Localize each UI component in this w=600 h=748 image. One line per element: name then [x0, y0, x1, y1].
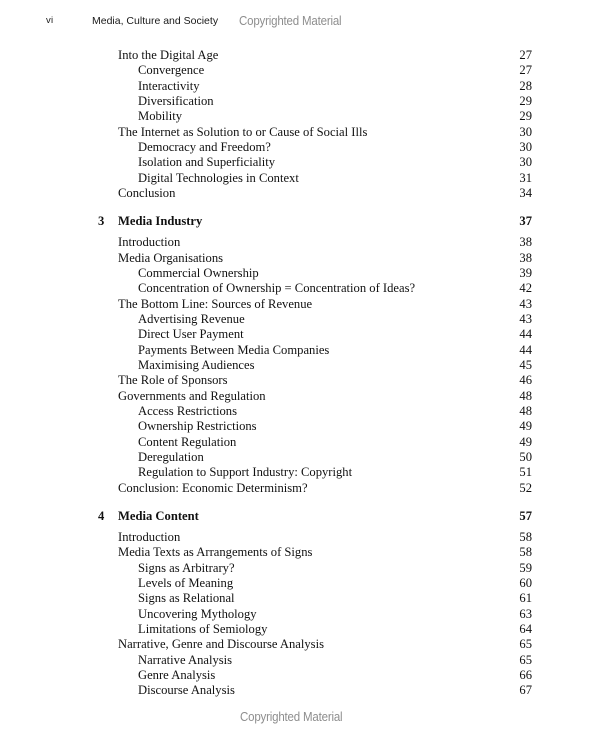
toc-entry-page-number: 45: [519, 358, 532, 373]
toc-entry-page-number: 65: [519, 637, 532, 652]
toc-entry-label: Conclusion: [118, 186, 176, 201]
toc-entry-page-number: 48: [519, 404, 532, 419]
copyright-watermark-top: Copyrighted Material: [239, 14, 342, 28]
toc-entry-label: The Role of Sponsors: [118, 373, 228, 388]
toc-entry-row[interactable]: [0, 251, 600, 266]
toc-entry-label: Concentration of Ownership = Concentration of Ideas?: [138, 281, 416, 296]
toc-entry-page-number: 31: [519, 170, 532, 185]
toc-entry-label: Deregulation: [138, 450, 204, 465]
toc-entry-row[interactable]: [0, 450, 600, 465]
toc-entry-row[interactable]: [0, 186, 600, 201]
toc-entry-row[interactable]: [0, 389, 600, 404]
toc-entry-page-number: 30: [519, 140, 532, 155]
toc-entry-page-number: 50: [519, 450, 532, 465]
toc-entry-label: Limitations of Semiology: [138, 622, 268, 637]
toc-entry-page-number: 52: [519, 480, 532, 495]
page-folio: vi: [46, 15, 54, 26]
toc-entry-label: Direct User Payment: [138, 327, 244, 342]
toc-entry-row[interactable]: [0, 48, 600, 63]
toc-entry-row[interactable]: [0, 622, 600, 637]
toc-entry-label: Ownership Restrictions: [138, 419, 257, 434]
toc-entry-label: Narrative Analysis: [138, 652, 233, 667]
toc-entry-row[interactable]: [0, 607, 600, 622]
toc-entry-label: Narrative, Genre and Discourse Analysis: [118, 637, 324, 652]
toc-entry-page-number: 66: [519, 668, 532, 683]
toc-entry-row[interactable]: [0, 297, 600, 312]
toc-entry-label: Into the Digital Age: [118, 48, 219, 62]
toc-entry-label: Content Regulation: [138, 434, 237, 449]
toc-entry-page-number: 57: [519, 508, 532, 523]
toc-entry-page-number: 44: [519, 327, 532, 342]
toc-entry-row[interactable]: [0, 435, 600, 450]
toc-entry-page-number: 38: [519, 250, 532, 265]
toc-entry-row[interactable]: [0, 235, 600, 250]
toc-entry-row[interactable]: [0, 404, 600, 419]
toc-entry-row[interactable]: [0, 109, 600, 124]
toc-entry-label: Advertising Revenue: [138, 312, 245, 326]
copyright-watermark-bottom: Copyrighted Material: [240, 710, 343, 724]
toc-entry-page-number: 58: [519, 529, 532, 544]
toc-entry-page-number: 43: [519, 312, 532, 326]
toc-entry-label: Isolation and Superficiality: [138, 155, 276, 170]
toc-entry-row[interactable]: [0, 530, 600, 545]
toc-entry-page-number: 44: [519, 342, 532, 357]
toc-entry-row[interactable]: [0, 576, 600, 591]
toc-entry-page-number: 49: [519, 419, 532, 434]
toc-entry-row[interactable]: [0, 591, 600, 606]
toc-entry-label: Democracy and Freedom?: [138, 140, 271, 155]
toc-entry-label: Governments and Regulation: [118, 388, 266, 403]
toc-entry-row[interactable]: [0, 327, 600, 342]
toc-entry-label: Media Industry: [118, 213, 203, 228]
toc-chapter-row[interactable]: [0, 214, 600, 229]
toc-entry-page-number: 30: [519, 155, 532, 170]
toc-entry-label: Signs as Arbitrary?: [138, 560, 235, 575]
toc-entry-row[interactable]: [0, 155, 600, 170]
toc-entry-row[interactable]: [0, 125, 600, 140]
toc-entry-page-number: 42: [519, 281, 532, 296]
toc-entry-label: Introduction: [118, 529, 181, 544]
book-title: Media, Culture and Society: [92, 15, 219, 27]
toc-entry-label: Media Organisations: [118, 250, 224, 265]
toc-entry-page-number: 46: [519, 373, 532, 388]
toc-entry-page-number: 38: [519, 235, 532, 250]
table-of-contents: [0, 48, 600, 699]
toc-entry-row[interactable]: [0, 94, 600, 109]
toc-entry-label: Introduction: [118, 235, 181, 250]
toc-entry-row[interactable]: [0, 63, 600, 78]
toc-entry-row[interactable]: [0, 266, 600, 281]
toc-entry-row[interactable]: [0, 465, 600, 480]
toc-entry-label: Conclusion: Economic Determinism?: [118, 480, 308, 495]
toc-chapter-number: 3: [98, 213, 105, 228]
toc-entry-row[interactable]: [0, 312, 600, 327]
toc-entry-label: Commercial Ownership: [138, 265, 259, 280]
toc-entry-label: Genre Analysis: [138, 668, 216, 683]
toc-entry-label: Payments Between Media Companies: [138, 342, 330, 357]
toc-entry-page-number: 34: [519, 186, 532, 201]
toc-entry-page-number: 30: [519, 124, 532, 139]
toc-entry-label: Convergence: [138, 63, 205, 78]
toc-entry-page-number: 27: [519, 63, 532, 78]
toc-entry-page-number: 59: [519, 560, 532, 575]
toc-entry-label: Levels of Meaning: [138, 576, 234, 590]
toc-entry-page-number: 67: [519, 683, 532, 698]
toc-entry-row[interactable]: [0, 373, 600, 388]
toc-entry-row[interactable]: [0, 419, 600, 434]
toc-entry-row[interactable]: [0, 545, 600, 560]
toc-entry-page-number: 61: [519, 591, 532, 606]
toc-entry-page-number: 43: [519, 296, 532, 311]
toc-entry-row[interactable]: [0, 281, 600, 296]
toc-entry-page-number: 51: [519, 465, 532, 480]
toc-entry-label: The Internet as Solution to or Cause of Social Ills: [118, 124, 368, 139]
toc-entry-label: Digital Technologies in Context: [138, 170, 299, 185]
toc-entry-label: Uncovering Mythology: [138, 606, 257, 621]
toc-entry-label: Interactivity: [138, 78, 200, 93]
toc-entry-label: Access Restrictions: [138, 404, 237, 419]
toc-entry-page-number: 64: [519, 622, 532, 637]
toc-entry-label: Media Content: [118, 508, 199, 523]
toc-entry-row[interactable]: [0, 683, 600, 698]
toc-entry-page-number: 29: [519, 109, 532, 124]
toc-chapter-row[interactable]: [0, 509, 600, 524]
toc-entry-page-number: 63: [519, 606, 532, 621]
toc-entry-row[interactable]: [0, 343, 600, 358]
toc-entry-page-number: 60: [519, 576, 532, 590]
toc-entry-page-number: 37: [519, 213, 532, 228]
toc-entry-row[interactable]: [0, 171, 600, 186]
toc-entry-row[interactable]: [0, 637, 600, 652]
toc-entry-page-number: 28: [519, 78, 532, 93]
toc-entry-page-number: 29: [519, 94, 532, 109]
toc-entry-page-number: 49: [519, 434, 532, 449]
toc-entry-page-number: 27: [519, 48, 532, 62]
toc-entry-page-number: 65: [519, 652, 532, 667]
toc-entry-row[interactable]: [0, 481, 600, 496]
toc-entry-row[interactable]: [0, 653, 600, 668]
toc-entry-row[interactable]: [0, 561, 600, 576]
toc-entry-page-number: 58: [519, 545, 532, 560]
toc-entry-page-number: 39: [519, 265, 532, 280]
toc-entry-row[interactable]: [0, 79, 600, 94]
toc-entry-label: Maximising Audiences: [138, 358, 255, 373]
toc-chapter-number: 4: [98, 508, 105, 523]
toc-entry-label: The Bottom Line: Sources of Revenue: [118, 296, 313, 311]
toc-entry-row[interactable]: [0, 358, 600, 373]
toc-entry-page-number: 48: [519, 388, 532, 403]
toc-entry-row[interactable]: [0, 668, 600, 683]
toc-entry-row[interactable]: [0, 140, 600, 155]
toc-entry-label: Mobility: [138, 109, 183, 124]
toc-entry-label: Discourse Analysis: [138, 683, 235, 698]
toc-entry-label: Regulation to Support Industry: Copyright: [138, 465, 353, 480]
toc-entry-label: Media Texts as Arrangements of Signs: [118, 545, 313, 560]
toc-entry-label: Diversification: [138, 94, 214, 109]
toc-entry-label: Signs as Relational: [138, 591, 235, 606]
